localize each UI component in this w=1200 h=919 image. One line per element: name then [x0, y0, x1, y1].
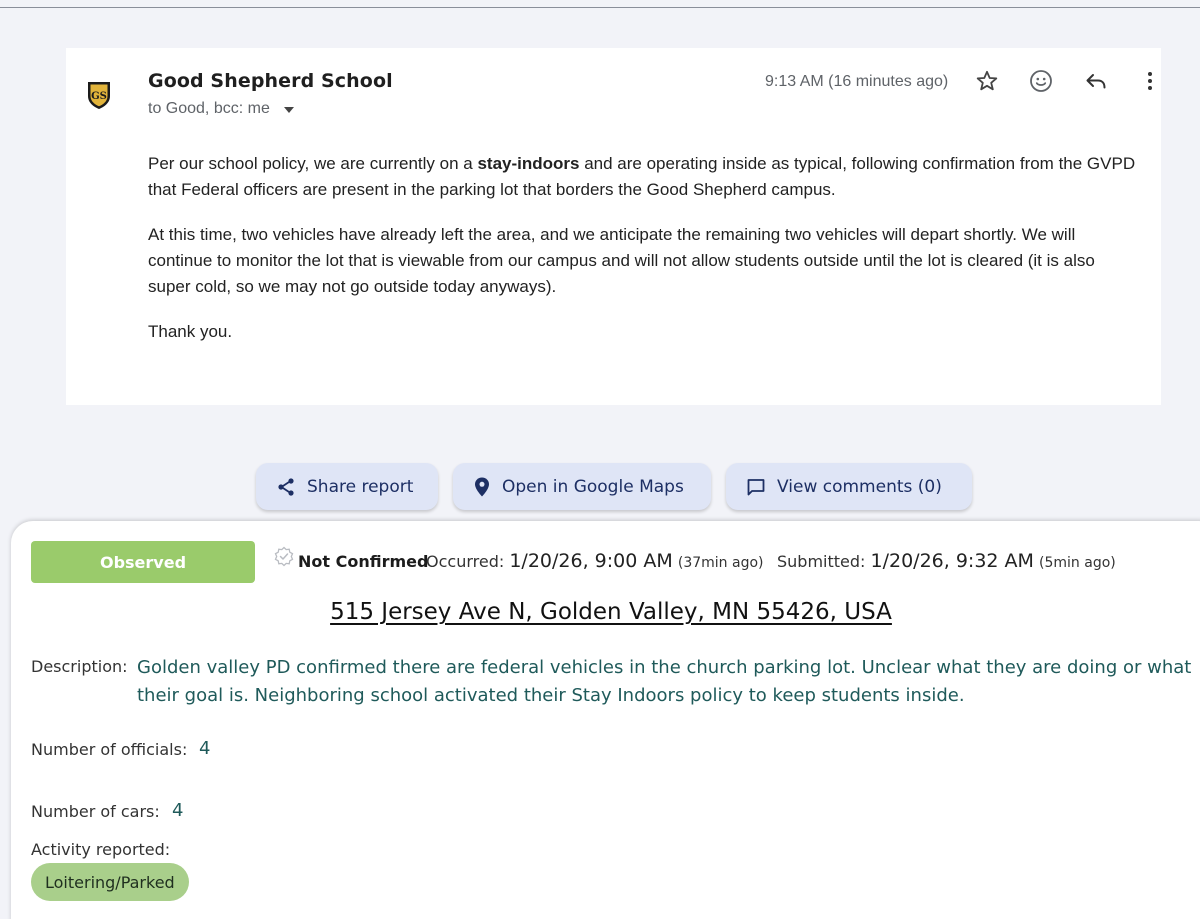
- sender-avatar: [86, 80, 112, 110]
- cars-label: Number of cars:: [31, 802, 160, 821]
- activity-label: Activity reported:: [31, 840, 171, 859]
- star-icon[interactable]: [974, 68, 1000, 94]
- view-comments-button[interactable]: [726, 463, 972, 510]
- chevron-down-icon[interactable]: [284, 107, 294, 113]
- email-paragraph-3: Thank you.: [148, 322, 233, 341]
- occurred-label: Occurred:: [426, 552, 505, 571]
- submitted-label: Submitted:: [777, 552, 866, 571]
- recipients-text: to Good, bcc: me: [148, 100, 270, 117]
- occurred-ago: (37min ago): [677, 555, 764, 571]
- paragraph-text: and are operating inside as typical, following confirmation from the GVPD that Federal officers are present in the parking lot that borders the Good Shepherd campus.: [148, 154, 1136, 199]
- map-pin-icon: [473, 476, 491, 498]
- open-in-maps-button[interactable]: [453, 463, 711, 510]
- submitted-value: 1/20/26, 9:32 AM: [870, 550, 1034, 572]
- description-label: Description:: [31, 657, 128, 676]
- occurred-info: [426, 550, 763, 572]
- recipients-line[interactable]: [148, 100, 294, 118]
- email-paragraph-1: [148, 151, 1138, 203]
- share-report-button[interactable]: [256, 463, 438, 510]
- paragraph-text: Per our school policy, we are currently on a: [148, 154, 478, 173]
- status-badge: Observed: [31, 541, 255, 583]
- officials-value: 4: [199, 738, 211, 759]
- email-timestamp: 9:13 AM (16 minutes ago): [765, 73, 949, 90]
- bold-text: stay-indoors: [477, 154, 580, 173]
- activity-tag: Loitering/Parked: [31, 863, 189, 901]
- reply-icon[interactable]: [1083, 68, 1109, 94]
- email-body: [148, 151, 1138, 364]
- report-card: [11, 521, 1200, 919]
- avatar-monogram: GS: [91, 91, 107, 102]
- sender-name: Good Shepherd School: [148, 70, 393, 92]
- submitted-info: [777, 550, 1116, 572]
- comment-icon: [746, 477, 766, 497]
- verified-badge-icon: [273, 546, 295, 573]
- view-comments-label: View comments (0): [777, 476, 942, 497]
- submitted-ago: (5min ago): [1039, 555, 1116, 571]
- open-in-maps-label: Open in Google Maps: [502, 476, 684, 497]
- confirmation-status: Not Confirmed: [298, 552, 429, 571]
- email-message: [66, 48, 1161, 405]
- address-link[interactable]: 515 Jersey Ave N, Golden Valley, MN 55426, USA: [330, 599, 892, 625]
- more-vert-icon[interactable]: [1137, 68, 1163, 94]
- share-report-label: Share report: [307, 476, 414, 497]
- description-text: Golden valley PD confirmed there are federal vehicles in the church parking lot. Unclear what they are doing or what their goal is. Neighboring school activated their Stay Indoors policy to keep students inside.: [137, 657, 1192, 706]
- window-top-border: [0, 7, 1200, 8]
- emoji-icon[interactable]: [1028, 68, 1054, 94]
- occurred-value: 1/20/26, 9:00 AM: [509, 550, 673, 572]
- email-paragraph-2: At this time, two vehicles have already left the area, and we anticipate the remaining two vehicles will depart shortly. We will continue to monitor the lot that is viewable from our campus and will not allow students outside until the lot is cleared (it is also super cold, so we may not go outside today anyways).: [148, 225, 1095, 296]
- share-icon: [276, 477, 296, 497]
- cars-value: 4: [172, 800, 184, 821]
- officials-label: Number of officials:: [31, 740, 188, 759]
